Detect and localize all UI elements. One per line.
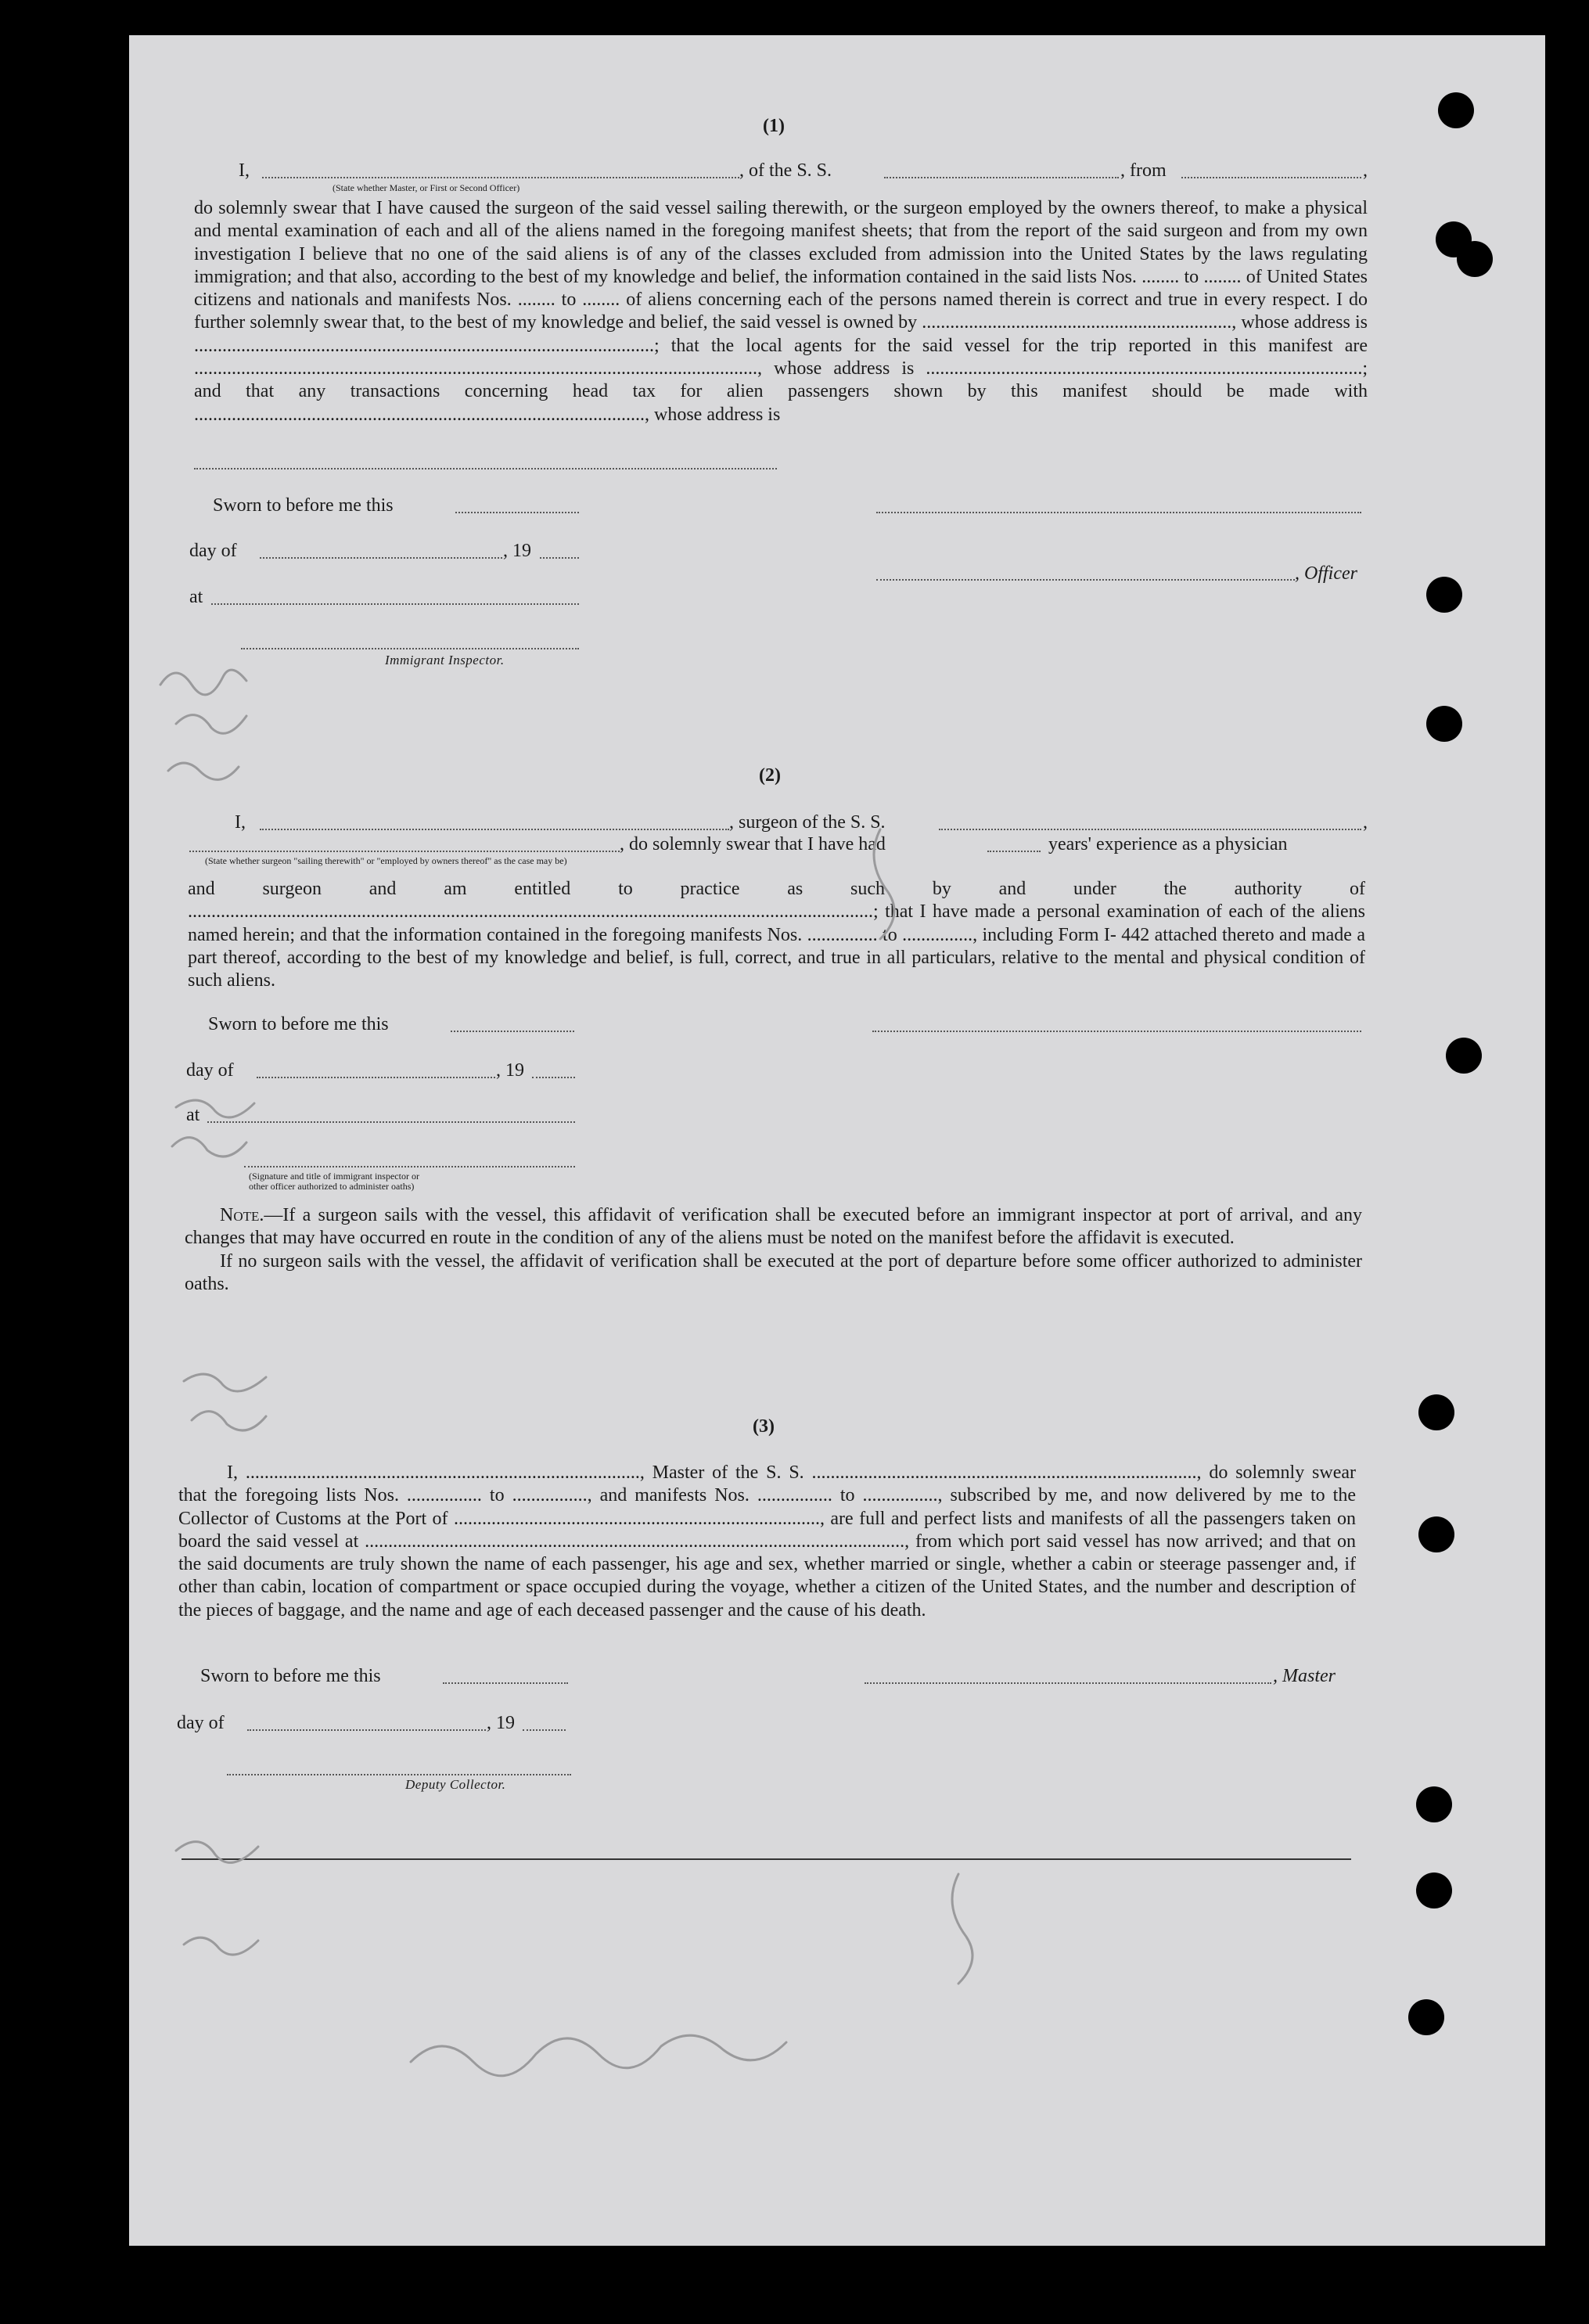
section-1-paragraph: do solemnly swear that I have caused the surgeon of the said vessel sailing therewith, or the surgeon employed by the owners thereof, to make a physical and mental examination of each and all of the aliens named in the foregoing manifest sheets; that from the report of the said surgeon and from my own investigation I believe that no one of the said aliens is of any of the classes excluded from admission into the United States by the laws regulating immigration; and that also, according to the best of my knowledge and belief, the information contained in the said lists Nos. ........ to ........ of United States citizens and nationals and manifests Nos. ........ to ........ of aliens concerning each of the persons named therein is correct and true in every respect. I do further solemnly swear that, to the best of my knowledge and belief, the said vessel is owned by .................................................................., whose address is ..................................................................................................; that the local agents for the said vessel for the trip reported in this manifest are ........................................................................................................................, whose address is .............................................................................................; and that any transactions concerning head tax for alien passengers shown by this manifest should be made with ................................................................................................, whose address is: [194, 198, 1368, 425]
year-label-2: , 19: [496, 1060, 524, 1081]
punch-hole: [1408, 1999, 1444, 2035]
center-scribble: [874, 829, 894, 939]
margin-scribble: [176, 1842, 258, 1863]
inspector-caption: Immigrant Inspector.: [385, 653, 505, 667]
signature-note-line2: other officer authorized to administer oaths): [249, 1181, 415, 1192]
punch-hole: [1418, 1394, 1454, 1430]
handwriting-marks: [129, 35, 1545, 2246]
section-3-paragraph: I, ...................................................................................., Master of the S. S. .................................................................................., do solemnly swear that the foregoing lists Nos. ................ to ................, and manifests Nos. ................ to ................, subscribed by me, and now delivered by me to the Collector of Customs at the Port of .............................................................................., are full and perfect lists and manifests of all the passengers taken on board the said vessel at ..................................................................................................................., from which port said vessel has now arrived; and that on the said documents are truly shown the name of each passenger, his age and sex, whether married or single, whether a cabin or steerage passenger and, if other than cabin, location of compartment or space occupied during the voyage, whether a citizen of the United States, and the number and description of the pieces of baggage, and the name and age of each deceased passenger and the cause of his death.: [178, 1462, 1356, 1621]
note-label: Note.: [220, 1205, 264, 1225]
punch-hole: [1446, 1038, 1482, 1074]
day-of-label-3: day of: [177, 1713, 225, 1733]
day-of-label-2: day of: [186, 1060, 234, 1081]
master-label: , Master: [1273, 1666, 1336, 1686]
punch-hole: [1416, 1786, 1452, 1822]
section-2-i: I,: [235, 812, 246, 833]
sworn-label-1: Sworn to before me this: [213, 495, 394, 516]
day-of-label-1: day of: [189, 541, 237, 561]
center-scribble: [952, 1874, 972, 1984]
years-label: years' experience as a physician: [1048, 834, 1288, 854]
section-1-number: (1): [763, 116, 785, 136]
from-label: , from: [1120, 160, 1167, 181]
sworn-label-2: Sworn to before me this: [208, 1014, 389, 1034]
officer-label: , Officer: [1295, 563, 1357, 584]
punch-hole: [1426, 706, 1462, 742]
punch-hole: [1438, 92, 1474, 128]
officer-note: (State whether Master, or First or Second Officer): [333, 182, 520, 193]
punch-hole: [1418, 1516, 1454, 1552]
punch-hole: [1426, 577, 1462, 613]
margin-scribble: [184, 1374, 266, 1391]
note-text-2: If no surgeon sails with the vessel, the affidavit of verification shall be executed at the port of departure before some officer authorized to administer oaths.: [185, 1250, 1362, 1294]
surgeon-of-label: , surgeon of the S. S.: [729, 812, 886, 833]
section-3-number: (3): [753, 1416, 775, 1437]
note-text: —If a surgeon sails with the vessel, this affidavit of verification shall be executed before an immigrant inspector at port of arrival, and any changes that may have occurred en route in the condition of any of the aliens must be noted on the manifest before the affidavit is executed.: [185, 1205, 1362, 1249]
year-label-1: , 19: [503, 541, 531, 561]
margin-scribble: [184, 1937, 258, 1955]
margin-scribble: [172, 1138, 246, 1157]
sworn-label-3: Sworn to before me this: [200, 1666, 381, 1686]
margin-scribble: [192, 1412, 266, 1430]
punch-hole: [1416, 1873, 1452, 1908]
year-label-3: , 19: [487, 1713, 515, 1733]
margin-scribble: [176, 1100, 254, 1117]
margin-scribble: [160, 670, 246, 695]
section-1-i: I,: [239, 160, 250, 181]
section-2-paragraph: and surgeon and am entitled to practice as such by and under the authority of ..................................................................................................................................................; that I have made a personal examination of each of the aliens named herein; and that the information contained in the foregoing manifests Nos. ............... to ..............., including Form I- 442 attached thereto and made a part thereof, according to the best of my knowledge and belief, is full, correct, and true in all particulars, relative to the mental and physical condition of such aliens.: [188, 879, 1365, 991]
margin-scribble: [168, 763, 239, 779]
punch-hole: [1457, 241, 1493, 277]
section-2-number: (2): [759, 765, 781, 786]
surgeon-note: (State whether surgeon "sailing therewith" or "employed by owners thereof" as the case may be): [205, 855, 567, 866]
at-label-2: at: [186, 1105, 200, 1125]
margin-scribble: [176, 715, 246, 734]
at-label-1: at: [189, 587, 203, 607]
signature-note-line1: (Signature and title of immigrant inspector or: [249, 1171, 419, 1182]
swear-label: , do solemnly swear that I have had: [620, 834, 886, 854]
of-the-ss-label: , of the S. S.: [739, 160, 832, 181]
comma: ,: [1363, 812, 1368, 833]
bottom-signature-scribble: [411, 2035, 786, 2076]
comma: ,: [1363, 160, 1368, 181]
collector-caption: Deputy Collector.: [405, 1777, 506, 1792]
